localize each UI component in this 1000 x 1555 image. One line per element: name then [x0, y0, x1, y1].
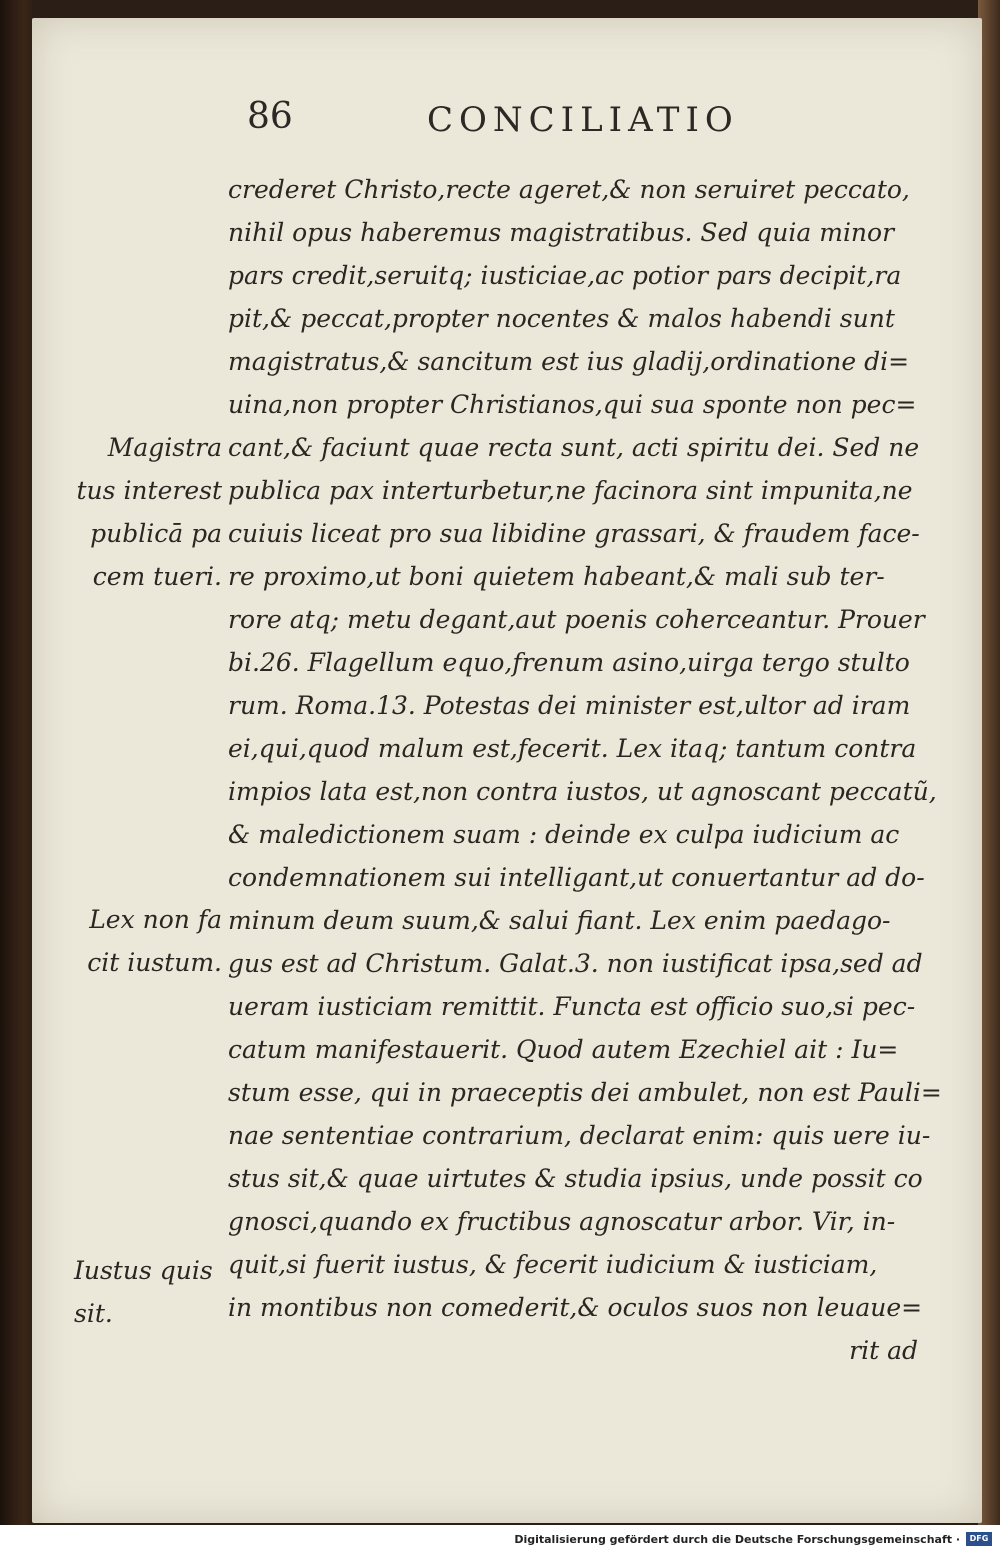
- margin-note-line: cem tueri.: [92, 562, 222, 591]
- text-line: catum manifestauerit. Quod autem Ezechiel ait : Iu=: [228, 1035, 899, 1064]
- running-title: CONCILIATIO: [427, 100, 739, 140]
- text-line: pit,& peccat,propter nocentes & malos habendi sunt: [228, 304, 895, 333]
- margin-note-line: Magistra: [107, 433, 222, 462]
- book-page: [32, 18, 982, 1523]
- text-line: pars credit,seruitq; iusticiae,ac potior pars decipit,ra: [228, 261, 902, 290]
- margin-note-line: Iustus quis: [74, 1256, 213, 1285]
- dfg-logo-icon: DFG: [966, 1532, 992, 1546]
- text-line: magistratus,& sancitum est ius gladij,ordinatione di=: [228, 347, 910, 376]
- text-line: rore atq; metu degant,aut poenis coherceantur. Prouer: [228, 605, 925, 634]
- digitization-footer: [0, 1525, 1000, 1555]
- margin-note-line: publicā pa: [90, 519, 222, 548]
- catchword: rit ad: [849, 1336, 918, 1365]
- margin-note-line: cit iustum.: [87, 948, 222, 977]
- text-line: cuiuis liceat pro sua libidine grassari, & fraudem face-: [228, 519, 920, 548]
- text-line: nihil opus haberemus magistratibus. Sed quia minor: [228, 218, 895, 247]
- text-line: crederet Christo,recte ageret,& non seruiret peccato,: [228, 175, 910, 204]
- text-line: in montibus non comederit,& oculos suos non leuaue=: [228, 1293, 923, 1322]
- margin-note-line: sit.: [74, 1299, 113, 1328]
- text-line: stum esse, qui in praeceptis dei ambulet, non est Pauli=: [228, 1078, 942, 1107]
- margin-note-line: Lex non fa: [89, 905, 222, 934]
- text-line: rum. Roma.13. Potestas dei minister est,ultor ad iram: [228, 691, 911, 720]
- text-line: quit,si fuerit iustus, & fecerit iudicium & iusticiam,: [228, 1250, 878, 1279]
- margin-note-line: tus interest: [76, 476, 222, 505]
- text-line: condemnationem sui intelligant,ut conuertantur ad do-: [228, 863, 925, 892]
- margin-note-lex: [62, 898, 222, 984]
- page-number: 86: [247, 96, 293, 137]
- funding-credit: Digitalisierung gefördert durch die Deutsche Forschungsgemeinschaft ·: [514, 1533, 960, 1546]
- text-line: cant,& faciunt quae recta sunt, acti spiritu dei. Sed ne: [228, 433, 920, 462]
- text-line: ei,qui,quod malum est,fecerit. Lex itaq; tantum contra: [228, 734, 917, 763]
- text-line: ueram iusticiam remittit. Functa est officio suo,si pec-: [228, 992, 916, 1021]
- margin-note-magistratus: [62, 426, 222, 598]
- text-line: re proximo,ut boni quietem habeant,& mali sub ter-: [228, 562, 885, 591]
- text-line: publica pax interturbetur,ne facinora sint impunita,ne: [228, 476, 913, 505]
- body-text: [228, 168, 942, 1372]
- running-head: [32, 96, 982, 156]
- text-line: gnosci,quando ex fructibus agnoscatur arbor. Vir, in-: [228, 1207, 896, 1236]
- text-line: bi.26. Flagellum equo,frenum asino,uirga tergo stulto: [228, 648, 910, 677]
- book-edge-left: [0, 0, 34, 1555]
- text-line: gus est ad Christum. Galat.3. non iustificat ipsa,sed ad: [228, 949, 923, 978]
- text-line: stus sit,& quae uirtutes & studia ipsius, unde possit co: [228, 1164, 923, 1193]
- text-line: & maledictionem suam : deinde ex culpa iudicium ac: [228, 820, 900, 849]
- text-line: minum deum suum,& salui fiant. Lex enim paedago-: [228, 906, 891, 935]
- text-line: nae sententiae contrarium, declarat enim: quis uere iu-: [228, 1121, 931, 1150]
- text-line: uina,non propter Christianos,qui sua sponte non pec=: [228, 390, 917, 419]
- text-line: impios lata est,non contra iustos, ut agnoscant peccatũ,: [228, 777, 937, 806]
- margin-note-iustus: [74, 1249, 214, 1335]
